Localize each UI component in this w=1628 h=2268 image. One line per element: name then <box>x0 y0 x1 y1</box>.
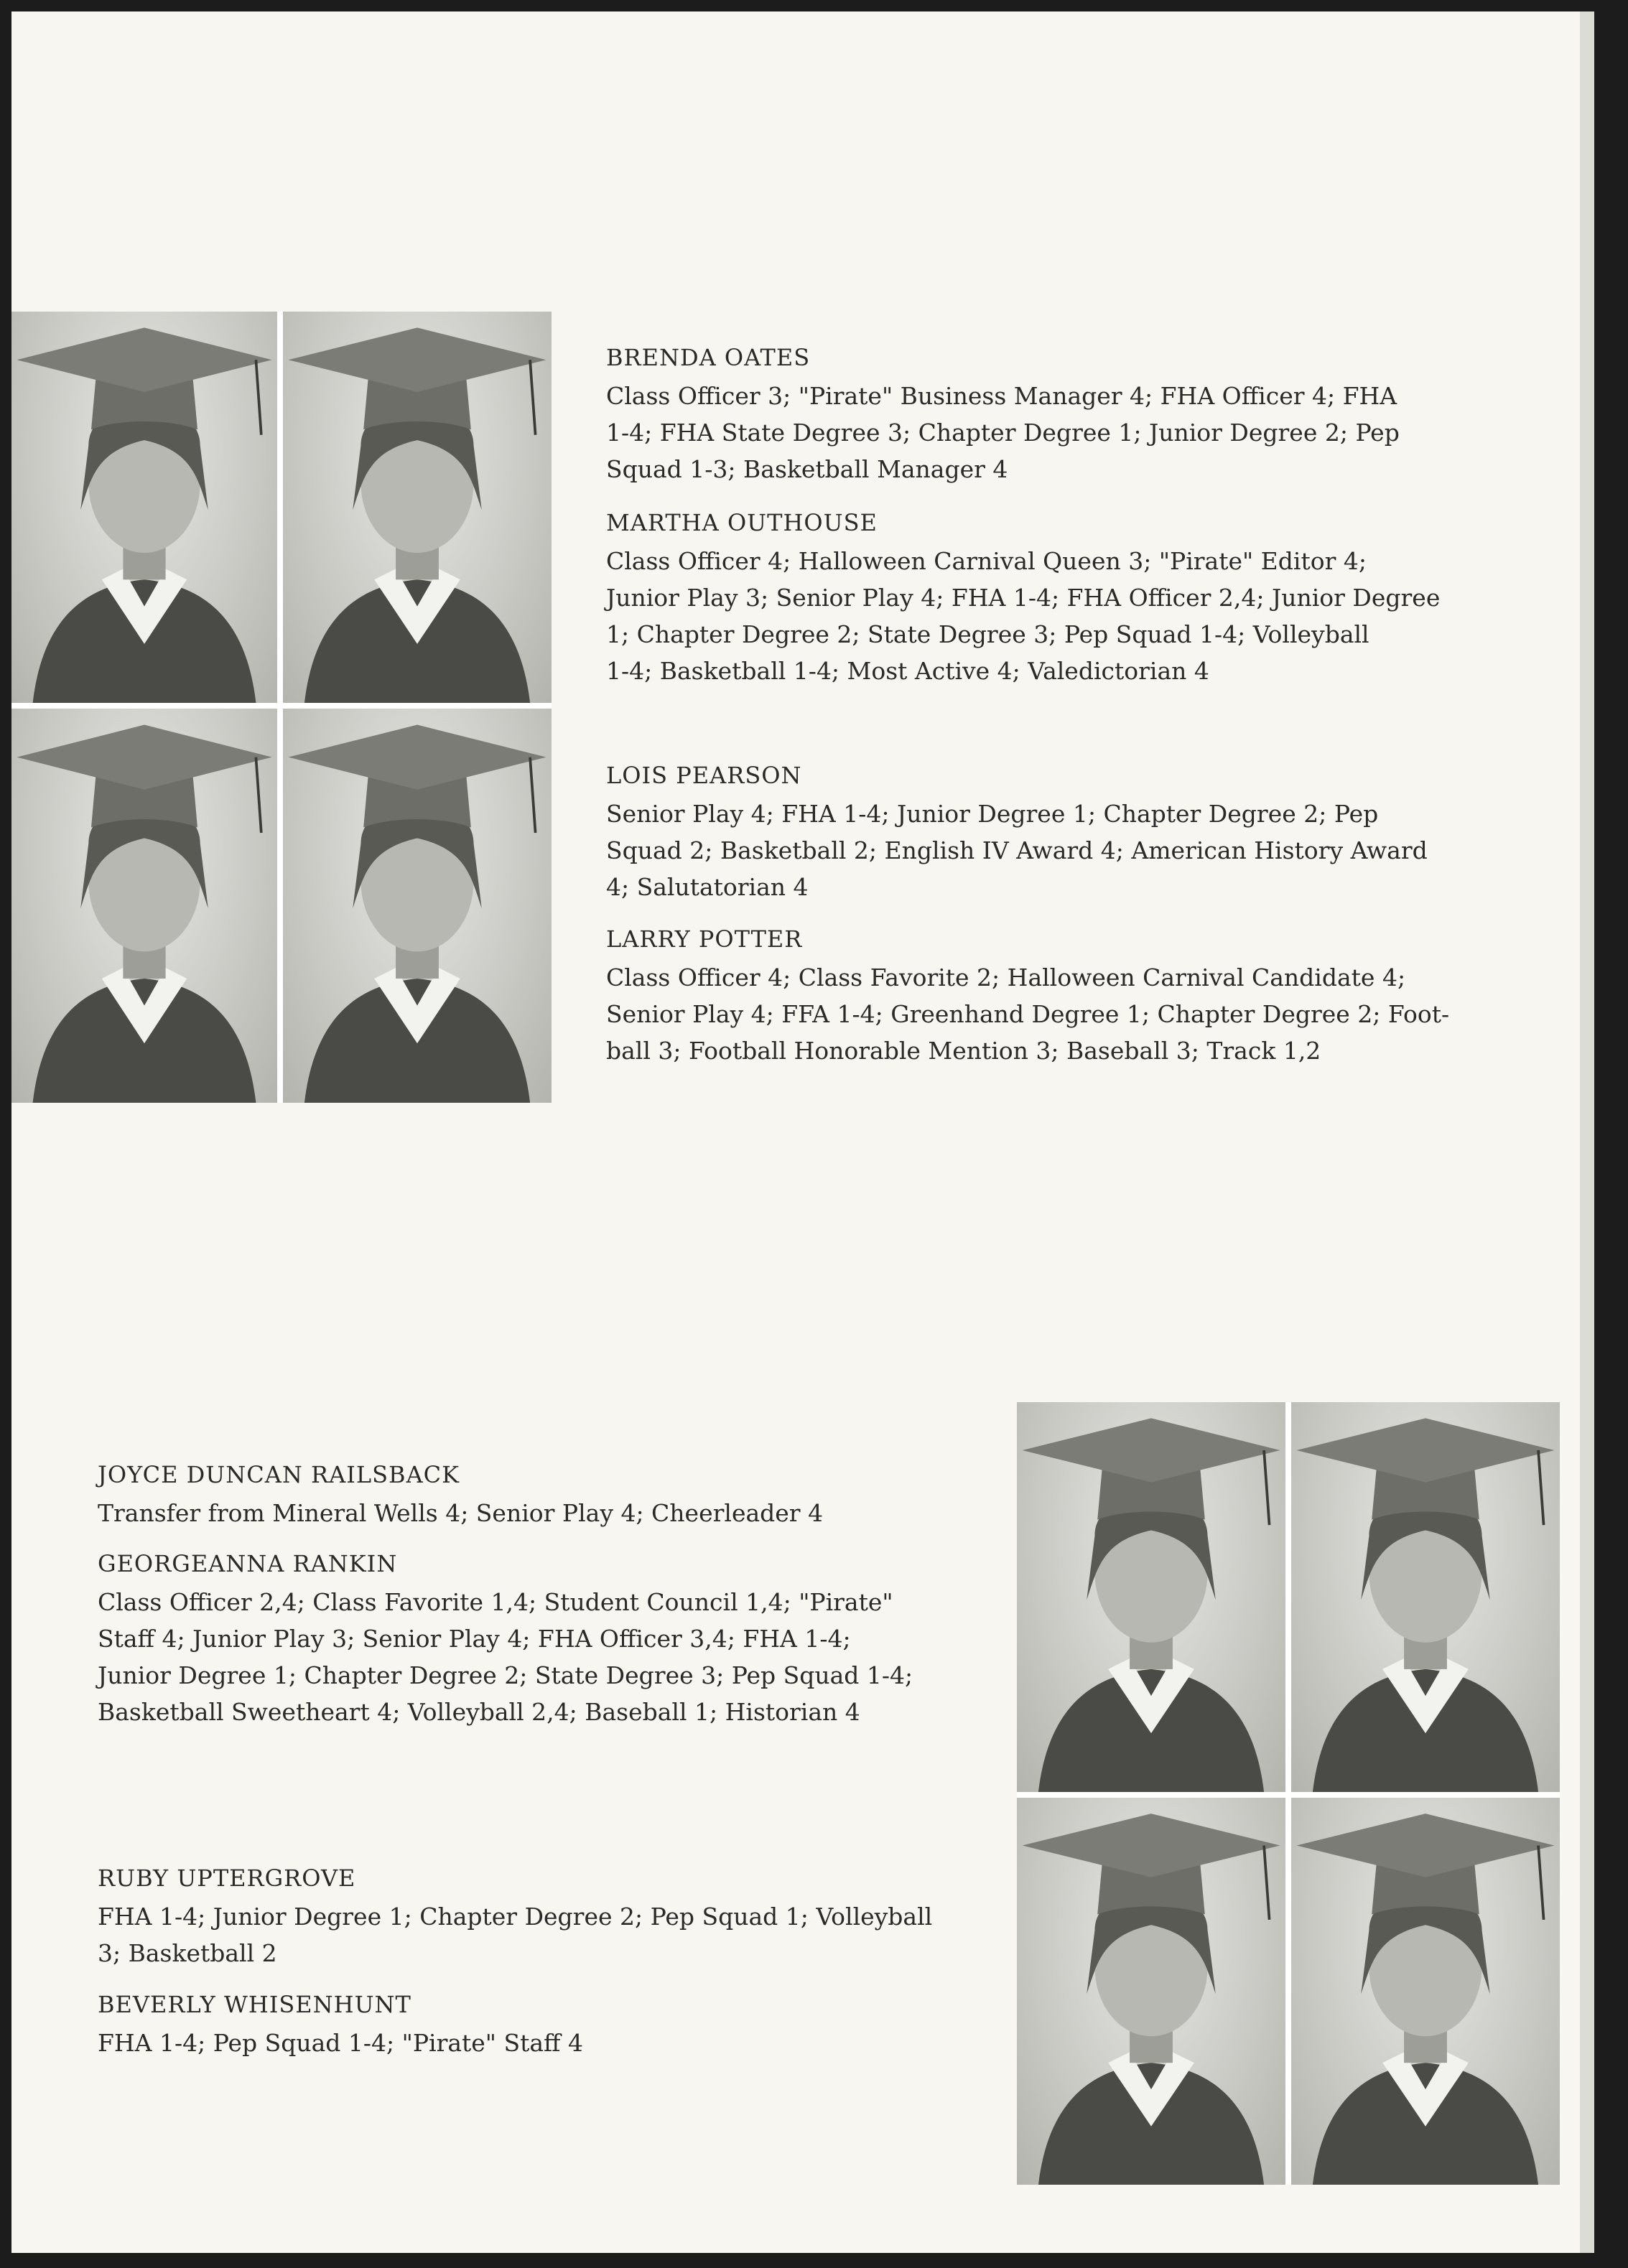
cap-tassel <box>1538 1450 1543 1525</box>
cap-tassel <box>530 360 535 435</box>
portrait-silhouette <box>283 312 552 703</box>
bio-brenda-oates <box>606 340 1400 487</box>
portrait-silhouette <box>1017 1402 1285 1792</box>
page-edge <box>1580 11 1594 2253</box>
bio-line: Senior Play 4; FHA 1-4; Junior Degree 1; Chapter Degree 2; Pep <box>606 800 1379 828</box>
bio-ruby-uptergrove <box>98 1861 932 1971</box>
portrait-silhouette <box>11 312 277 703</box>
cap-board <box>17 725 271 790</box>
bio-line: 3; Basketball 2 <box>98 1939 277 1967</box>
cap-board <box>1296 1814 1554 1877</box>
top-photo-grid <box>11 312 552 1103</box>
cap-tassel <box>1264 1450 1269 1525</box>
bio-line: Class Officer 4; Class Favorite 2; Halloween Carnival Candidate 4; <box>606 963 1406 991</box>
bio-larry-potter <box>606 922 1449 1069</box>
yearbook-page <box>11 11 1594 2253</box>
student-name: BRENDA OATES <box>606 344 811 371</box>
bio-line: 1; Chapter Degree 2; State Degree 3; Pep Squad 1-4; Volleyball <box>606 620 1369 648</box>
portrait-lois-pearson <box>11 709 277 1103</box>
portrait-beverly-whisenhunt <box>1291 1798 1560 2185</box>
student-name: GEORGEANNA RANKIN <box>98 1550 398 1577</box>
student-name: MARTHA OUTHOUSE <box>606 509 878 536</box>
cap-tassel <box>1538 1845 1543 1919</box>
bio-line: Staff 4; Junior Play 3; Senior Play 4; FHA Officer 3,4; FHA 1-4; <box>98 1625 851 1653</box>
portrait-silhouette <box>1291 1798 1560 2185</box>
student-name: RUBY UPTERGROVE <box>98 1865 356 1892</box>
student-name: LARRY POTTER <box>606 925 803 953</box>
bio-line: Basketball Sweetheart 4; Volleyball 2,4; Baseball 1; Historian 4 <box>98 1698 860 1726</box>
portrait-silhouette <box>1291 1402 1560 1792</box>
cap-board <box>1296 1418 1554 1482</box>
student-name: JOYCE DUNCAN RAILSBACK <box>98 1461 460 1488</box>
cap-board <box>288 725 546 790</box>
portrait-joyce-duncan-railsback <box>1017 1402 1285 1792</box>
bottom-photo-grid <box>1017 1402 1560 2185</box>
portrait-georgeanna-rankin <box>1291 1402 1560 1792</box>
portrait-martha-outhouse <box>283 312 552 703</box>
bio-line: Squad 1-3; Basketball Manager 4 <box>606 455 1008 483</box>
portrait-silhouette <box>11 709 277 1103</box>
student-name: LOIS PEARSON <box>606 762 802 789</box>
cap-board <box>1022 1814 1280 1877</box>
bio-line: Class Officer 2,4; Class Favorite 1,4; Student Council 1,4; "Pirate" <box>98 1588 893 1616</box>
portrait-ruby-uptergrove <box>1017 1798 1285 2185</box>
bio-line: 1-4; FHA State Degree 3; Chapter Degree 1; Junior Degree 2; Pep <box>606 419 1400 447</box>
bio-line: 1-4; Basketball 1-4; Most Active 4; Valedictorian 4 <box>606 657 1209 685</box>
bio-line: ball 3; Football Honorable Mention 3; Baseball 3; Track 1,2 <box>606 1037 1321 1065</box>
bio-line: Class Officer 3; "Pirate" Business Manager 4; FHA Officer 4; FHA <box>606 382 1397 410</box>
cap-tassel <box>256 360 261 435</box>
cap-board <box>17 327 271 392</box>
bio-line: Junior Degree 1; Chapter Degree 2; State Degree 3; Pep Squad 1-4; <box>98 1661 913 1689</box>
bio-line: Junior Play 3; Senior Play 4; FHA 1-4; FHA Officer 2,4; Junior Degree <box>606 584 1441 612</box>
portrait-silhouette <box>283 709 552 1103</box>
bio-martha-outhouse <box>606 505 1440 689</box>
bio-lois-pearson <box>606 758 1428 905</box>
bio-line: 4; Salutatorian 4 <box>606 873 809 901</box>
bio-line: Squad 2; Basketball 2; English IV Award 4; American History Award <box>606 836 1428 864</box>
bio-beverly-whisenhunt <box>98 1987 583 2061</box>
bio-joyce-duncan-railsback <box>98 1457 823 1531</box>
cap-board <box>1022 1418 1280 1482</box>
cap-board <box>288 327 546 392</box>
portrait-brenda-oates <box>11 312 277 703</box>
bio-georgeanna-rankin <box>98 1546 913 1730</box>
bio-line: Class Officer 4; Halloween Carnival Queen 3; "Pirate" Editor 4; <box>606 547 1367 575</box>
bio-line: Senior Play 4; FFA 1-4; Greenhand Degree 1; Chapter Degree 2; Foot- <box>606 1000 1450 1028</box>
portrait-larry-potter <box>283 709 552 1103</box>
student-name: BEVERLY WHISENHUNT <box>98 1991 411 2018</box>
cap-tassel <box>1264 1845 1269 1919</box>
cap-tassel <box>256 757 261 833</box>
cap-tassel <box>530 757 535 833</box>
portrait-silhouette <box>1017 1798 1285 2185</box>
bio-line: FHA 1-4; Junior Degree 1; Chapter Degree 2; Pep Squad 1; Volleyball <box>98 1903 933 1931</box>
bio-line: FHA 1-4; Pep Squad 1-4; "Pirate" Staff 4 <box>98 2029 583 2057</box>
bio-line: Transfer from Mineral Wells 4; Senior Play 4; Cheerleader 4 <box>98 1499 824 1527</box>
